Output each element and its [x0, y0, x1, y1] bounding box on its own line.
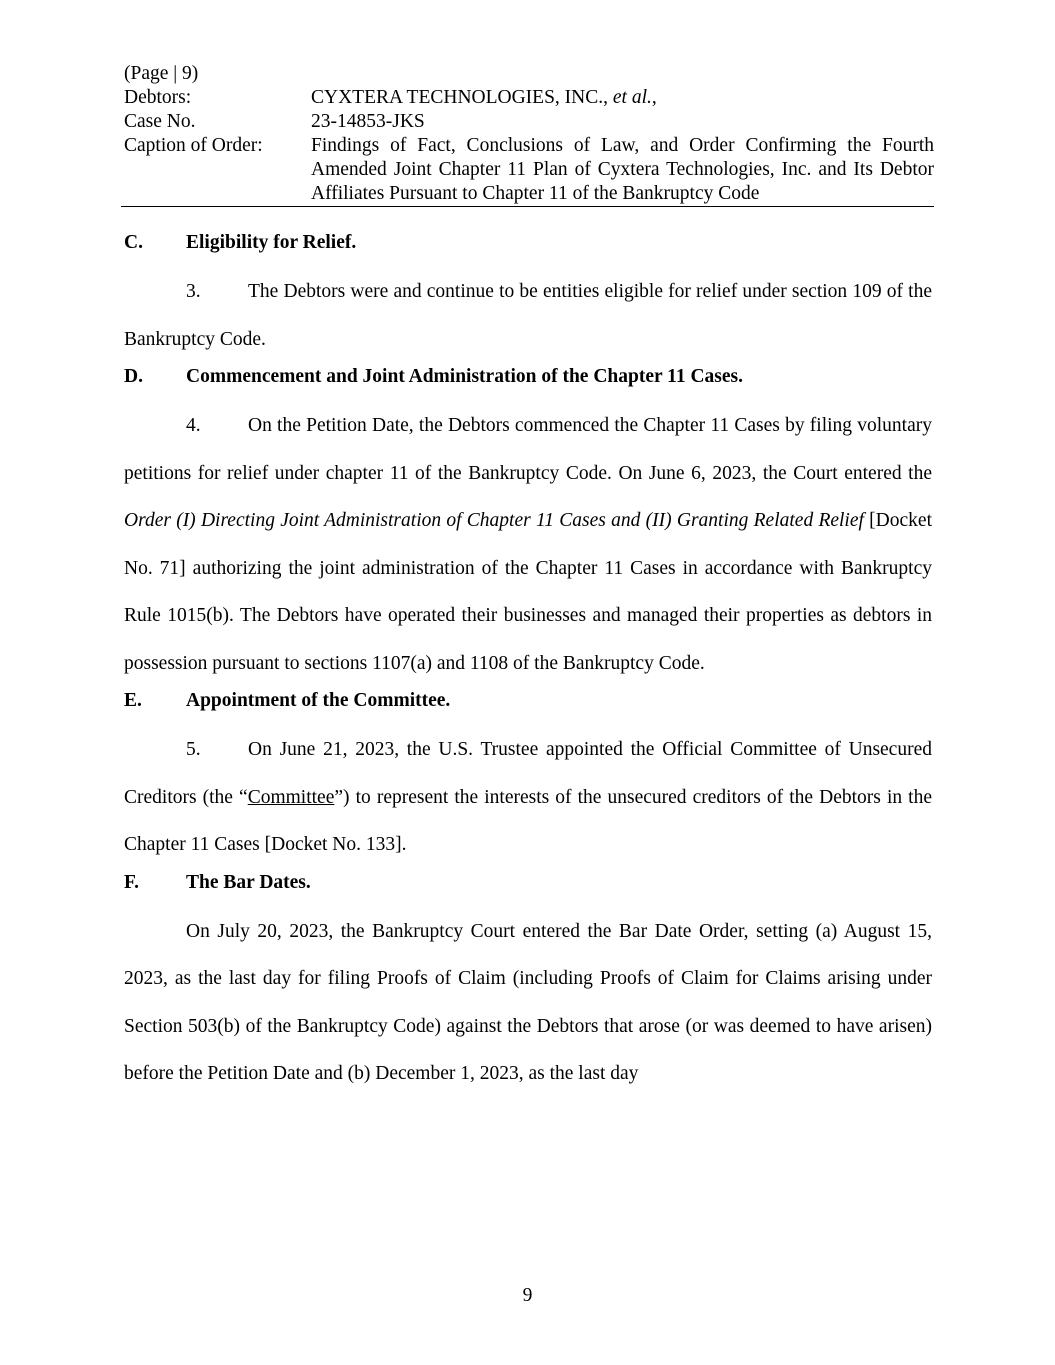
debtors-etal: et al.: [612, 87, 652, 108]
section-heading-d: [124, 363, 932, 391]
paragraph-bar-dates: [124, 908, 932, 1098]
debtors-name: CYXTERA TECHNOLOGIES, INC.,: [311, 87, 609, 108]
paragraph-4-text-a: On the Petition Date, the Debtors commenced the Chapter 11 Cases by filing voluntary petitions for relief under chapter 11 of the Bankruptcy Code. On June 6, 2023, the Court entered the: [124, 415, 932, 484]
section-title-e: Appointment of the Committee.: [186, 690, 451, 711]
paragraph-5-text-a: On June 21, 2023, the U.S. Trustee appointed the Official Committee of Unsecured Creditors (the “: [124, 739, 932, 808]
case-number-row: [124, 110, 934, 134]
paragraph-4: [124, 402, 932, 687]
section-title-c: Eligibility for Relief.: [186, 232, 357, 253]
section-heading-e: [124, 687, 932, 715]
section-letter-d: D.: [124, 366, 143, 387]
caption-header: [124, 62, 934, 206]
header-divider: [121, 206, 934, 207]
paragraph-3: [124, 268, 932, 363]
page-number: 9: [522, 1285, 533, 1306]
section-heading-f: [124, 869, 932, 897]
paragraph-3-text: The Debtors were and continue to be entities eligible for relief under section 109 of the Bankruptcy Code.: [124, 281, 932, 350]
caption-row: [124, 134, 934, 206]
order-title: Order (I) Directing Joint Administration of Chapter 11 Cases and (II) Granting Related Relief: [124, 510, 864, 531]
section-letter-f: F.: [124, 871, 139, 893]
caption-value: Findings of Fact, Conclusions of Law, and Order Confirming the Fourth Amended Joint Chapter 11 Plan of Cyxtera Technologies, Inc. and Its Debtor Affiliates Pursuant to Chapter 11 of the Bankruptcy Code: [311, 135, 934, 204]
paragraph-number-4: 4.: [186, 415, 201, 436]
caption-label: Caption of Order:: [124, 135, 263, 156]
debtors-row: [124, 86, 934, 110]
paragraph-4-text-b: [Docket No. 71] authorizing the joint administration of the Chapter 11 Cases in accordance with Bankruptcy Rule 1015(b). The Debtors have operated their businesses and managed their properties as debtors in possession pursuant to sections 1107(a) and 1108 of the Bankruptcy Code.: [124, 510, 932, 674]
case-number-label: Case No.: [124, 111, 196, 132]
case-number-value: 23-14853-JKS: [311, 111, 425, 132]
paragraph-number-5: 5.: [186, 739, 201, 760]
debtors-value: [311, 86, 934, 110]
page-reference: (Page | 9): [124, 63, 199, 84]
section-letter-c: C.: [124, 232, 143, 253]
paragraph-5: [124, 726, 932, 869]
section-title-f: The Bar Dates.: [186, 871, 311, 893]
section-title-d: Commencement and Joint Administration of the Chapter 11 Cases.: [186, 366, 744, 387]
paragraph-number-3: 3.: [186, 281, 201, 302]
document-body: [124, 229, 932, 1098]
debtors-comma: ,: [651, 87, 657, 108]
debtors-label: Debtors:: [124, 87, 192, 108]
section-heading-c: [124, 229, 932, 257]
paragraph-bar-dates-text: On July 20, 2023, the Bankruptcy Court entered the Bar Date Order, setting (a) August 15, 2023, as the last day for filing Proofs of Claim (including Proofs of Claim for Claims arising under Section 503(b) of the Bankruptcy Code) against the Debtors that arose (or was deemed to have arisen) before the Petition Date and (b) December 1, 2023, as the last day: [124, 920, 932, 1084]
section-letter-e: E.: [124, 690, 142, 711]
paragraph-5-text-b: ”) to represent the interests of the unsecured creditors of the Debtors in the Chapter 11 Cases [Docket No. 133].: [124, 786, 933, 855]
defined-term-committee: Committee: [247, 786, 335, 808]
page-reference-row: [124, 62, 934, 86]
